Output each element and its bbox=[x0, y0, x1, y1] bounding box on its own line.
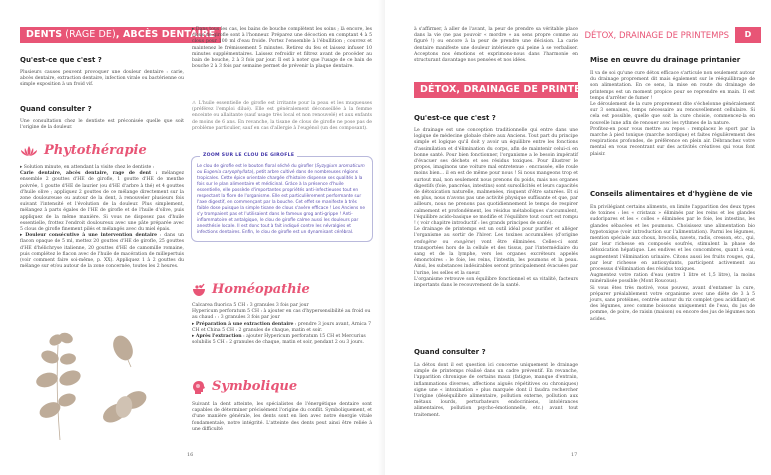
paragraph bbox=[192, 334, 372, 346]
text: mélangez ensemble 2 gouttes d'HE de girofle, 1 goutte d'HE de menthe poivrée, 1 goutte d'HE de laurier (ou d'HE d'arbre à thé) et 4 gouttes d'huile olive ; appliquez 2 gouttes de ce mélange directement sur la zone douloureuse ou autour de la dent, à renouveler plusieurs fois suivant l'intensité et l'évolution de la douleur. Plus simplement, mélangez à parts égales de l'HE de girofle et de l'huile d'olive, puis appliquez de la même manière. Si vous ne disposez pas d'huile essentielle, frottez l'endroit douloureux avec une pâte préparée avec 5 clous de girofle finement pilés et mélangés avec du miel épais. bbox=[20, 171, 185, 233]
when-consult-text bbox=[414, 363, 578, 419]
paragraph: Le déroulement de la cure proprement dite s'échelonne généralement sur 3 semaines, temps nécessaire au renouvellement cellulaire. Si cela est possible, quelle que soit la cure choisie, commencez-la en nouvelle lune afin de renouer avec les rythmes de la nature. bbox=[590, 102, 755, 126]
paragraph: ▸ Solution minute, en attendant la visite chez le dentiste : bbox=[20, 165, 155, 170]
page-number-left: 16 bbox=[187, 452, 194, 458]
text: ) vont être éliminées. Celles-ci sont transportées hors de la cellule et des tissus, par l'intermédiaire du sang et de la lymphe, vers les organes excréteurs appelés émonctoires : le foie, les reins, l'intestin, les poumons et la peau. Ainsi, les substances indésirables seront principalement évacuées par l'urine, les selles et la sueur. bbox=[414, 239, 578, 276]
latin-name: Syzygium aromaticum ou Eugenia caryophyllata bbox=[197, 164, 365, 175]
paragraph bbox=[192, 322, 372, 334]
running-head: DÉTOX, DRAINAGE DE PRINTEMPS bbox=[584, 31, 729, 41]
letter-tab: D bbox=[735, 27, 761, 43]
emphasis: endogène bbox=[414, 239, 437, 245]
section-homeopathie bbox=[192, 282, 310, 298]
page-number-right: 17 bbox=[571, 452, 578, 458]
section-symbolique bbox=[192, 379, 297, 395]
title-light: (RAGE DE) bbox=[62, 29, 116, 40]
bold-lead: ▸ Douleur consécutive à une intervention dentaire bbox=[20, 233, 158, 239]
section-label: Symbolique bbox=[212, 379, 298, 394]
paragraph bbox=[20, 171, 184, 233]
heading-when-consult: Quand consulter ? bbox=[414, 348, 486, 356]
implementation-text bbox=[590, 71, 755, 158]
paragraph: ▸ Dans tous les cas, les bains de bouche complètent les soins ; là encore, les clous de girofle sont à l'honneur. Préparez une décoction en comptant 4 à 5 clous pour 100 ml d'eau froide. Portez l'ensemble à l'ébullition ; couvrez et maintenez le frémissement 5 minutes. Retirez du feu et laissez infuser 10 minutes supplémentaires. Laissez refroidir et filtrez avant de procéder au bain de bouche, 2 à 3 fois par jour. Il est à noter que l'usage de ce bain de bouche 2 à 3 fois par semaine permet de prévenir la plaque dentaire. bbox=[192, 27, 372, 70]
paragraph: La détox dont il est question ici concerne uniquement le drainage simple de printemps réalisé dans un cadre préventif. En revanche, l'apparition chronique de certains maux (fatigue, manque d'entrain, inflammations diverses, affections aiguës répétitives ou chroniques) signe une « intoxination » plus marquée dont il faudra rechercher l'origine (déséquilibre alimentaire, pollution externe, pollution aux métaux lourds, perturbateurs endocriniens, intolérances alimentaires, pollution psycho-émotionnelle, etc.) avant tout traitement. bbox=[414, 363, 578, 418]
paragraph: Profitez-en pour vous mettre au repos : remplacez le sport par la marche à pied tonique (marche nordique) et faites régulièrement des respirations profondes, de préférence en plein air. Débranchez votre mental en vous recentrant sur des activités créatives qui vous font plaisir. bbox=[590, 126, 755, 157]
title-rest: , ABCÈS DENTAIRE bbox=[115, 29, 216, 40]
phyto-text bbox=[20, 165, 184, 270]
paragraph bbox=[414, 227, 578, 277]
title-bold: DENTS bbox=[26, 29, 63, 40]
bold-lead: Carie dentaire, abcès dentaire, rage de dent : bbox=[20, 171, 158, 177]
warning-note bbox=[192, 101, 372, 132]
paragraph: Hypericum perforatum 5 CH : à ajouter en cas d'hypersensibilité au froid ou au chaud : : 3 granules 3 fois par jour bbox=[192, 309, 371, 321]
heading-what-is-it: Qu'est-ce que c'est ? bbox=[20, 56, 102, 64]
box-text: ), petit arbre cultivé dans de nombreuses régions tropicales. Cette épice orientale chargée d'histoire dispense ses qualités à la fois sur le plan alimentaire et médicinal. Grâce à la présence d'huile essentielle, elle possède d'importantes propriétés anti-infectieuses tout en respectant la flore de l'organisme. Elle est particulièrement performante sur l'axe digestif, en commençant par la bouche. Cet effet se manifeste à très faible dose puisque la simple tisane de clous s'avère efficace ! Les Anciens ne s'y trompaient pas et l'utilisaient dans le fameux grog anti-grippe ! Anti-inflammatoire et antalgique, le clou de girofle calme aussi les douleurs par anesthésie locale. Il est donc tout à fait indiqué contre les névralgies et infections dentaires. Enfin, le clou de girofle est un dynamisant cérébral. bbox=[197, 170, 365, 235]
text: : prendre 3 jours avant, Arnica 7 CH et China 5 CH : 2 granules de chaque, matin et soir. bbox=[192, 321, 372, 333]
left-page bbox=[0, 0, 385, 475]
paragraph: ⚠ L'huile essentielle de girofle est irritante pour la peau et les muqueuses (préférez l'emploi dilué). Elle est généralement déconseillée à la femme enceinte ou allaitante (sauf usage très local et non renouvelé) et aux enfants de moins de 6 ans. En revanche, la tisane de clous de girofle ne pose pas de problème particulier, sauf en cas d'allergie à l'eugénol (un des composant). bbox=[192, 101, 372, 131]
paragraph: à s'affirmer, à aller de l'avant, la peur de prendre sa véritable place dans la vie (ne pas pouvoir « mordre » au sens propre comme au figuré !) ou encore à la peur de prendre une décision. La carie dentaire manifeste une douleur intérieure qui peine à se verbaliser. Acceptons nos émotions et exprimons-nous dans l'harmonie en structurant davantage nos pensées et nos idées. bbox=[414, 27, 578, 64]
paragraph: L'organisme retrouve son équilibre fonctionnel et sa vitalité, facteurs importants dans le recouvrement de la santé. bbox=[414, 276, 578, 289]
mortar-bowl-icon bbox=[192, 283, 206, 297]
when-consult-text bbox=[20, 119, 184, 131]
section-label: Phytothérapie bbox=[44, 143, 147, 158]
what-is-it-text bbox=[20, 70, 184, 89]
right-page bbox=[385, 0, 771, 475]
text: Le drainage de printemps est un outil idéal pour purifier et alléger l'organisme au sortir de l'hiver. Les toxines accumulées (d'origine bbox=[414, 227, 578, 239]
brain-head-icon bbox=[192, 380, 206, 395]
paragraph: Plusieurs causes peuvent provoquer une douleur dentaire : carie, abcès dentaire, extraction dentaire, infection virale ou bactérienne ou simple exposition à un froid vif. bbox=[20, 70, 184, 88]
emphasis: exogène bbox=[454, 239, 474, 245]
section-phytotherapie bbox=[20, 143, 147, 159]
zoom-box-clou-de-girofle bbox=[191, 153, 373, 242]
paragraph: Calcarea fluorica 5 CH : 3 granules 3 fois par jour bbox=[192, 303, 309, 308]
heading-when-consult: Quand consulter ? bbox=[20, 105, 92, 113]
heading-implementation: Mise en œuvre du drainage printanier bbox=[590, 56, 741, 64]
homeo-text bbox=[192, 303, 372, 346]
text: ou bbox=[436, 239, 455, 245]
symbolique-text bbox=[192, 402, 372, 433]
paragraph: Une consultation chez le dentiste est préconisée quelle que soit l'origine de la douleur. bbox=[20, 119, 184, 131]
text: : ajouter Hypericum perforatum 15 CH et Mercurius solubilis 5 CH : 2 granules de chaque, matin et soir, pendant 2 ou 3 jours. bbox=[192, 334, 366, 346]
section-label: Homéopathie bbox=[212, 282, 310, 297]
paragraph: Si vous êtes très motivé, vous pouvez, avant d'entamer la cure, préparer préalablement votre organisme avec une diète de 3 à 5 jours, sans protéines, centrée autour du riz complet (peu acidifiant) et des légumes, avec comme boissons uniquement de l'eau, du jus de pomme, de poire, de raisin (maison) ou encore des jus de légumes non acides. bbox=[590, 285, 755, 322]
heading-advice: Conseils alimentaires et d'hygiène de vie bbox=[590, 190, 753, 198]
box-text: Le clou de girofle est le bouton floral séché du girofler ( bbox=[197, 164, 317, 169]
bold-lead: ▸ Préparation à une extraction dentaire bbox=[192, 321, 294, 327]
bold-lead: ▸ Après l'extraction bbox=[192, 334, 242, 340]
advice-text bbox=[590, 205, 755, 323]
heading-what-is-it: Qu'est-ce que c'est ? bbox=[414, 114, 496, 122]
lotus-icon bbox=[20, 145, 38, 157]
paragraph: En privilégiant certains aliments, on limite l'apparition des deux types de toxines : les « cristaux » éliminés par les reins et les glandes sudoripares et les « colles » éliminées par le foie, les intestins, les glandes sébacées et les poumons. Choisissez une alimentation bio hypotoxique (voir introduction sur l'alimentation). Parmi les légumes, mention spéciale aux choux, brocolis, navets, radis, cresson, etc., qui, par leur richesse en composés soufrés, stimulent la phase de détoxication hépatique. Les endives et les concombres, quant à eux, augmentent l'élimination urinaire. Citons aussi les fruits rouges, qui, par leur richesse en antioxydants, participent activement au processus d'élimination des résidus toxiques. bbox=[590, 205, 755, 273]
paragraph: Le drainage est une conception traditionnelle qui entre dans une logique de médecine globale chère aux Anciens. Tout part du principe simple et logique qu'il doit y avoir un équilibre entre les fonctions d'assimilation et d'élimination du corps, afin de maintenir celui-ci en bonne santé. Pour bien fonctionner, l'organisme a le besoin impératif d'évacuer ses déchets et ses résidus toxiques. Pour illustrer le propos, imaginons une voiture mal entretenue : encrassée, elle roule moins bien… il en est de même pour nous ! Si nous mangeons trop et surtout mal, non seulement nous prenons du poids, mais nos organes digestifs (foie, pancréas, intestins) sont sursollicités et leurs capacités de détoxication naturelle, malmenées, risquent d'être saturées. Et si en plus, nous n'avons pas une activité physique suffisante et que, par ailleurs, nous ne prenons pas quotidiennement le temps de respirer calmement et profondément, les résidus métaboliques s'accumulent, l'équilibre acido-basique se modifie et l'équilibre tout court est rompu ! ( voir chapitre introductif : les grands principes de santé). bbox=[414, 128, 578, 227]
chapter-title-detox: DÉTOX, DRAINAGE DE PRINTEMPS bbox=[414, 82, 578, 98]
symbolique-continued bbox=[414, 27, 578, 64]
paragraph bbox=[20, 233, 184, 270]
box-title: ZOOM SUR LE CLOU DE GIROFLE bbox=[200, 153, 297, 159]
clove-leaves-illustration bbox=[20, 325, 170, 445]
paragraph: Augmentez votre ration d'eau (entre 1 litre et 1,5 litre), la moins minéralisée possible (Mont Roucous). bbox=[590, 273, 755, 285]
paragraph: Il va de soi qu'une cure détox efficace s'articule non seulement autour du drainage proprement dit mais également sur le rééquilibrage de son alimentation. En ce sens, la mise en route du drainage de printemps est un moment propice pour se reprendre en main. Il est temps d'arrêter de fumer ! bbox=[590, 71, 755, 101]
mouthwash-text bbox=[192, 27, 372, 70]
text: : dans un flacon opaque de 5 ml, mettez 20 gouttes d'HE de girofle, 25 gouttes d'HE d'hélichryse italienne, 20 gouttes d'HE de camomille romaine, puis complétez le flacon avec de l'huile de macération de millepertuis (voir comment faire soi-même, p. XX). Appliquez 1 à 2 gouttes du mélange sur et/ou autour de la zone concernée, toutes les 2 heures. bbox=[20, 233, 184, 270]
paragraph: Suivant la dent atteinte, les spécialistes de l'énergétique dentaire sont capables de déterminer précisément l'origine du conflit. Symboliquement, et d'une manière générale, les dents sont en lien avec notre énergie vitale fondamentale, notre intégrité. L'atteinte des dents peut ainsi être reliée à une difficulté bbox=[192, 402, 372, 432]
what-is-it-text bbox=[414, 128, 578, 289]
